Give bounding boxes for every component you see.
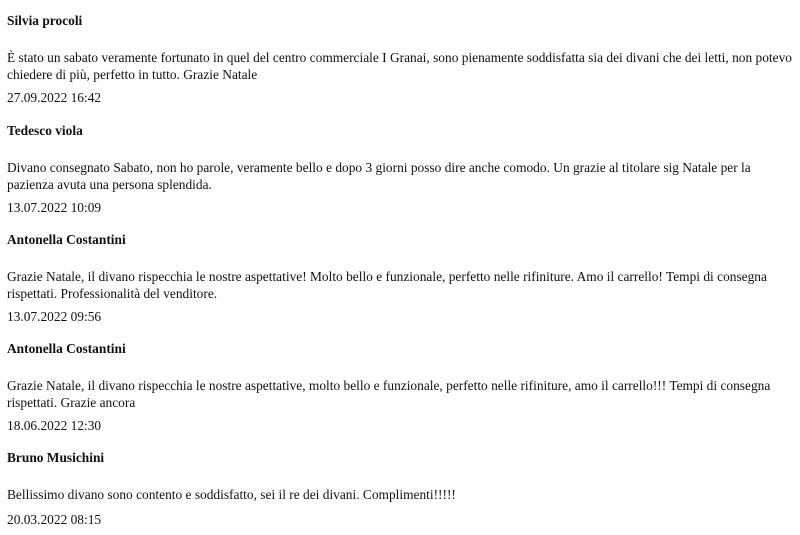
review-date: 13.07.2022 10:09 (7, 200, 102, 215)
review-date: 13.07.2022 09:56 (7, 309, 102, 324)
review-date: 27.09.2022 16:42 (7, 90, 102, 105)
review-author: Antonella Costantini (7, 232, 126, 247)
review-author: Antonella Costantini (7, 341, 126, 356)
review-date: 20.03.2022 08:15 (7, 512, 102, 527)
review-text: Grazie Natale, il divano rispecchia le nostre aspettative! Molto bello e funzionale, perfetto nelle rifiniture. Amo il carrello! Tempi di consegna rispettati. Professionalità del venditore. (7, 269, 767, 301)
review-author: Silvia procoli (7, 13, 83, 28)
review-date: 18.06.2022 12:30 (7, 418, 102, 433)
review-text: Bellissimo divano sono contento e soddisfatto, sei il re dei divani. Complimenti!!!!! (7, 487, 456, 502)
review-text: Grazie Natale, il divano rispecchia le nostre aspettative, molto bello e funzionale, perfetto nelle rifiniture, amo il carrello!!! Tempi di consegna rispettati. Grazie ancora (7, 378, 771, 410)
review-author: Tedesco viola (7, 123, 83, 138)
review-author: Bruno Musichini (7, 450, 105, 465)
review-text: È stato un sabato veramente fortunato in quel del centro commerciale I Granai, sono pienamente soddisfatta sia dei divani che dei letti, non potevo chiedere di più, perfetto in tutto. Grazie Natale (7, 50, 792, 82)
review-text: Divano consegnato Sabato, non ho parole, veramente bello e dopo 3 giorni posso dire anche comodo. Un grazie al titolare sig Natale per la pazienza avuta una persona splendida. (7, 160, 751, 192)
